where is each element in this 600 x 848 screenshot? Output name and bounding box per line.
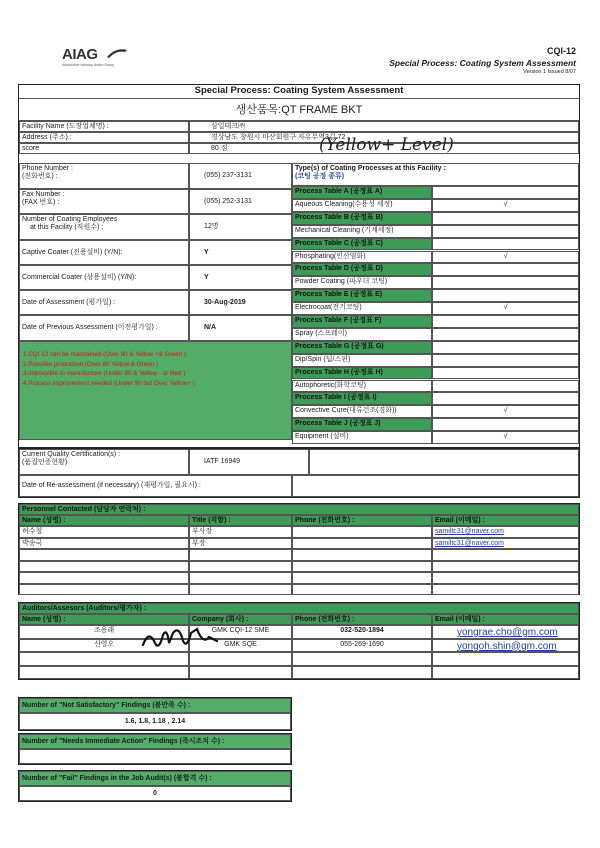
personnel-email[interactable]: samiltc31@naver.com — [432, 526, 579, 538]
auditor-company — [189, 666, 292, 680]
process-table-header: Process Table D (공정표 D) — [292, 263, 432, 276]
auditor-name — [19, 666, 189, 680]
phone-label-ko: (전화번호) : — [22, 173, 58, 181]
criteria-item: 1.CQI 12 can be maintained (Over 80 & Yellow +& Green ) — [23, 351, 186, 358]
certification-blank — [309, 449, 579, 475]
captive-value: Y — [189, 240, 292, 265]
process-table-header: Process Table I (공정표 I) — [292, 392, 432, 405]
personnel-title: 부장 — [189, 538, 292, 550]
auditor-phone: 032-520-1894 — [292, 625, 432, 639]
immediate-label: Number of "Needs Immediate Action" Findings (즉시조치 수) : — [19, 734, 291, 749]
not-satisfactory-label: Number of "Not Satisfactory" Findings (불만족 수) : — [19, 698, 291, 713]
document-code: CQI-12 — [546, 46, 576, 56]
document-header — [389, 46, 576, 75]
process-types-label: Type(s) of Coating Processes at this Facility : — [295, 165, 446, 172]
personnel-name — [19, 549, 189, 561]
findings-not-satisfactory — [18, 697, 292, 731]
process-types-header — [292, 163, 579, 186]
signature-icon — [139, 623, 221, 653]
personnel-email — [432, 584, 579, 596]
personnel-email — [432, 549, 579, 561]
process-table-header-blank — [432, 263, 579, 276]
handwritten-note: (Yellow+ Level) — [319, 135, 454, 155]
personnel-phone — [292, 572, 432, 584]
findings-immediate — [18, 733, 292, 765]
personnel-phone — [292, 526, 432, 538]
process-check-mark: √ — [432, 431, 579, 444]
auditor-phone: 055-269-1690 — [292, 639, 432, 653]
personnel-name — [19, 572, 189, 584]
process-table-item: Dip/Spin (딥/스핀) — [292, 354, 432, 367]
fail-label: Number of "Fail" Findings in the Job Audit(s) (불합격 수) : — [19, 771, 291, 786]
criteria-block — [19, 341, 292, 440]
personnel-header-phone: Phone (전화번호) : — [292, 515, 432, 526]
captive-label: Captive Coater (전용설비) (Y/N): — [19, 240, 189, 265]
auditors-section-title: Auditors/Assesors (Auditors/평가자) : — [19, 603, 579, 614]
process-table-header-blank — [432, 186, 579, 199]
phone-label-en: Phone Number : — [22, 165, 73, 172]
auditors-header-company: Company (회사) : — [189, 614, 292, 625]
process-types-label-ko: (코팅 공정 종류) — [295, 173, 345, 181]
personnel-phone — [292, 561, 432, 573]
auditors-header-phone: Phone (전화번호) : — [292, 614, 432, 625]
personnel-name: 박송국 — [19, 538, 189, 550]
auditors-section — [18, 602, 580, 680]
process-table-header-blank — [432, 418, 579, 431]
facility-name-label: Facility Name (도장업체명) : — [19, 121, 189, 132]
auditors-header-email: Email (이메일) : — [432, 614, 579, 625]
process-table-header-blank — [432, 367, 579, 380]
document-title: Special Process: Coating System Assessment — [389, 58, 576, 68]
form-title: Special Process: Coating System Assessment — [19, 85, 579, 99]
process-check-mark — [432, 276, 579, 289]
previous-date-value: N/A — [189, 315, 292, 341]
process-table-header-blank — [432, 212, 579, 225]
logo-text: AIAG — [62, 46, 98, 63]
score-value: 80 점 — [189, 143, 579, 154]
assessment-date-value: 30-Aug-2019 — [189, 290, 292, 315]
process-table-header-blank — [432, 315, 579, 328]
fax-value: (055) 252-3131 — [189, 189, 292, 214]
auditor-name: 신영오 — [19, 639, 189, 653]
process-table-header: Process Table F (공정표 F) — [292, 315, 432, 328]
personnel-name — [19, 584, 189, 596]
immediate-value — [19, 749, 291, 764]
assessment-date-label: Date of Assessment (평가일) : — [19, 290, 189, 315]
certification-value: IATF 16949 — [189, 449, 309, 475]
certification-box — [18, 448, 580, 498]
process-table-item: Aqueous Cleaning(수용성 세정) — [292, 199, 432, 212]
fail-value: 0 — [19, 786, 291, 801]
personnel-name: 허수철 — [19, 526, 189, 538]
process-table-header-blank — [432, 289, 579, 302]
personnel-email[interactable]: samiltc31@naver.com — [432, 538, 579, 550]
process-check-mark: √ — [432, 251, 579, 264]
fax-label — [19, 189, 189, 214]
fax-label-ko: (FAX 번호) : — [22, 199, 60, 207]
auditor-company: GMK CQI-12 SME — [189, 625, 292, 639]
process-table-header: Process Table J (공정표 J) — [292, 418, 432, 431]
process-table-header: Process Table E (공정표 E) — [292, 289, 432, 302]
reassessment-value — [292, 475, 579, 497]
assessment-form — [18, 84, 580, 448]
auditor-email[interactable]: yongrae.cho@gm.com — [432, 625, 579, 639]
process-table-item: Spray (스프레이) — [292, 328, 432, 341]
process-table-item: Autophoretic(화학코팅) — [292, 380, 432, 393]
personnel-section-title: Personnel Contacted (담당자 연락처) : — [19, 504, 579, 515]
certification-label-en: Current Quality Certification(s) : — [22, 451, 121, 458]
employees-value: 12명 — [189, 214, 292, 240]
process-check-mark: √ — [432, 199, 579, 212]
personnel-header-title: Title (직함) : — [189, 515, 292, 526]
criteria-item: 2.Possible production (Over 80 Yellow & Green ) — [23, 360, 159, 368]
process-check-mark — [432, 225, 579, 238]
personnel-phone — [292, 584, 432, 596]
process-table-item: Powder Coating (파우더 코팅) — [292, 276, 432, 289]
commercial-label: Commercial Coater (상용설비) (Y/N): — [19, 265, 189, 290]
process-table-header: Process Table C (공정표 C) — [292, 238, 432, 251]
commercial-value: Y — [189, 265, 292, 290]
address-value: 경상남도 창원시 마산회원구 자유무역3길 72 — [189, 132, 579, 143]
personnel-phone — [292, 538, 432, 550]
auditor-email — [432, 652, 579, 666]
criteria-item: 4.Process improvement needed (Under 90 but Over Yellow+ ) — [23, 379, 195, 387]
process-table-item: Phosphating(인산염화) — [292, 251, 432, 264]
process-table-item: Convective Cure(대류건조(경화)) — [292, 405, 432, 418]
personnel-title — [189, 549, 292, 561]
logo-subtitle: Automotive Industry Action Group — [62, 63, 115, 67]
document-version: Version 1 Issued 8/07 — [523, 69, 576, 75]
personnel-title — [189, 561, 292, 573]
findings-fail — [18, 770, 292, 802]
product-title: 생산품목:QT FRAME BKT — [19, 99, 579, 121]
phone-value: (055) 237-3131 — [189, 163, 292, 189]
process-check-mark: √ — [432, 302, 579, 315]
employees-label-line2: at this Facility (직원수) : — [30, 224, 104, 232]
reassessment-label: Date of Re-assessment (if necessary) (재평가일, 필요시) : — [19, 475, 292, 497]
logo-swoosh-icon — [106, 47, 128, 59]
auditor-email — [432, 666, 579, 680]
employees-label-line1: Number of Coating Employees — [22, 216, 118, 223]
fax-label-en: Fax Number : — [22, 191, 65, 198]
process-table-header: Process Table B (공정표 B) — [292, 212, 432, 225]
not-satisfactory-value: 1.6, 1.8, 1.18 , 2.14 — [19, 713, 291, 730]
process-table-header: Process Table G (공정표 G) — [292, 341, 432, 354]
personnel-header-name: Name (성명) : — [19, 515, 189, 526]
process-check-mark — [432, 354, 579, 367]
process-check-mark: √ — [432, 405, 579, 418]
personnel-email — [432, 572, 579, 584]
personnel-header-email: Email (이메일) : — [432, 515, 579, 526]
process-check-mark — [432, 380, 579, 393]
facility-name-value: 삼일테크㈜ — [189, 121, 579, 132]
criteria-item: 3.impossible to manufacture (Under 80 & Yellow - or Red ) — [23, 370, 186, 377]
personnel-title — [189, 572, 292, 584]
personnel-email — [432, 561, 579, 573]
process-table-header-blank — [432, 341, 579, 354]
certification-label-ko: (품질인증현황) — [22, 459, 68, 467]
process-table-header-blank — [432, 238, 579, 251]
address-label: Address (주소) : — [19, 132, 189, 143]
process-table-header-blank — [432, 392, 579, 405]
process-table-header: Process Table H (공정표 H) — [292, 367, 432, 380]
process-table-item: Electrocoat(전기코팅) — [292, 302, 432, 315]
auditor-company — [189, 652, 292, 666]
process-table-header: Process Table A (공정표 A) — [292, 186, 432, 199]
auditor-name: 조용래 — [19, 625, 189, 639]
auditor-phone — [292, 652, 432, 666]
personnel-title: 부사장 — [189, 526, 292, 538]
personnel-section — [18, 503, 580, 595]
process-table-item: Mechanical Cleaning (기계세정) — [292, 225, 432, 238]
phone-label — [19, 163, 189, 189]
auditors-header-name: Name (성명) : — [19, 614, 189, 625]
employees-label — [19, 214, 189, 240]
personnel-phone — [292, 549, 432, 561]
auditor-email[interactable]: yongoh.shin@gm.com — [432, 639, 579, 653]
auditor-phone — [292, 666, 432, 680]
personnel-title — [189, 584, 292, 596]
auditor-name — [19, 652, 189, 666]
score-label: score — [19, 143, 189, 154]
process-check-mark — [432, 328, 579, 341]
auditor-company: GMK SQE — [189, 639, 292, 653]
process-table-item: Equipment (설비) — [292, 431, 432, 444]
previous-date-label: Date of Previous Assessment (이전평가일) : — [19, 315, 189, 341]
certification-label — [19, 449, 189, 475]
personnel-name — [19, 561, 189, 573]
aiag-logo — [62, 46, 142, 72]
